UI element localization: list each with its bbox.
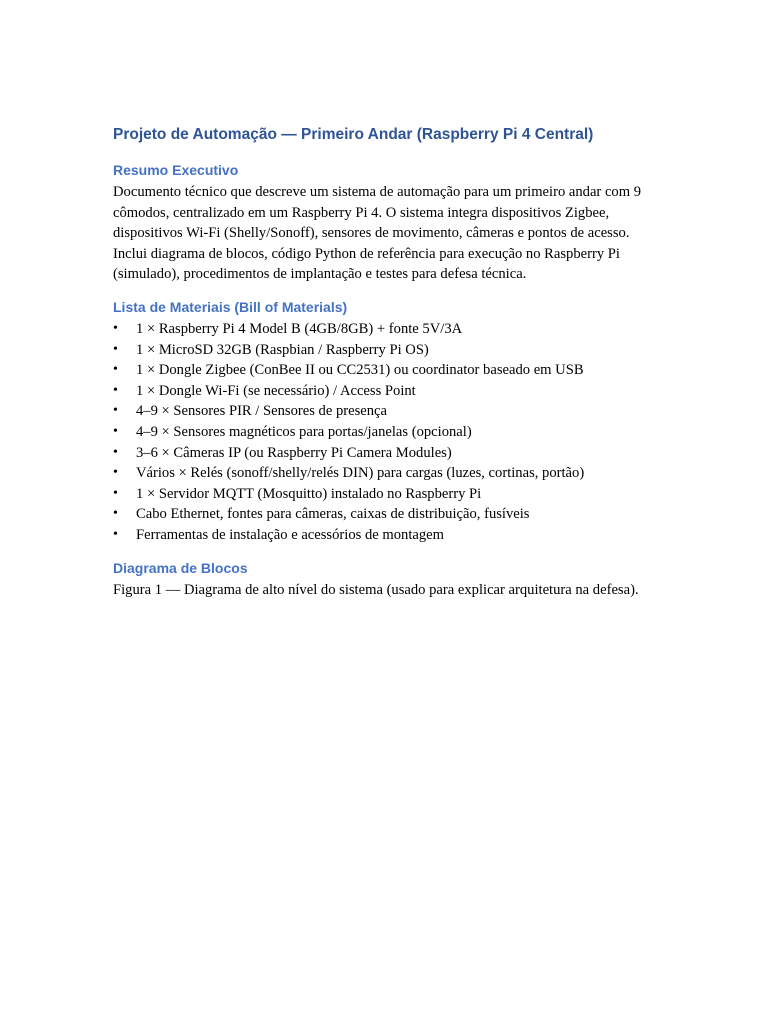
list-item-text: 1 × MicroSD 32GB (Raspbian / Raspberry Pi OS) (136, 341, 429, 358)
document-title: Projeto de Automação — Primeiro Andar (Raspberry Pi 4 Central) (113, 126, 594, 143)
diagram-caption: Figura 1 — Diagrama de alto nível do sistema (usado para explicar arquitetura na defesa). (113, 581, 639, 598)
bullet-icon: • (113, 485, 118, 501)
list-item-text: Ferramentas de instalação e acessórios de montagem (136, 526, 444, 543)
list-item-text: 4–9 × Sensores magnéticos para portas/janelas (opcional) (136, 423, 472, 440)
list-item-text: 1 × Dongle Wi-Fi (se necessário) / Access Point (136, 382, 416, 399)
bullet-icon: • (113, 506, 118, 522)
list-item (113, 463, 653, 484)
document-page (113, 124, 653, 612)
diagram-heading: Diagrama de Blocos (113, 559, 248, 576)
list-item (113, 340, 653, 361)
bullet-icon: • (113, 526, 118, 542)
bullet-icon: • (113, 403, 118, 419)
list-item-text: 4–9 × Sensores PIR / Sensores de presença (136, 403, 388, 420)
bullet-icon: • (113, 444, 118, 460)
list-item-text: Cabo Ethernet, fontes para câmeras, caixas de distribuição, fusíveis (136, 506, 530, 523)
list-item (113, 504, 653, 525)
summary-section (113, 160, 653, 285)
list-item (113, 360, 653, 381)
bullet-icon: • (113, 320, 118, 336)
bullet-icon: • (113, 465, 118, 481)
list-item (113, 319, 653, 340)
list-item-text: 1 × Servidor MQTT (Mosquitto) instalado no Raspberry Pi (136, 485, 482, 502)
list-item (113, 401, 653, 422)
bullet-icon: • (113, 341, 118, 357)
list-item-text: Vários × Relés (sonoff/shelly/relés DIN) para cargas (luzes, cortinas, portão) (136, 465, 585, 482)
diagram-section (113, 558, 653, 601)
bom-heading: Lista de Materiais (Bill of Materials) (113, 298, 348, 315)
list-item (113, 484, 653, 505)
list-item-text: 1 × Dongle Zigbee (ConBee II ou CC2531) ou coordinator baseado em USB (136, 362, 584, 379)
list-item-text: 3–6 × Câmeras IP (ou Raspberry Pi Camera Modules) (136, 444, 452, 461)
summary-text: Documento técnico que descreve um sistema de automação para um primeiro andar com 9 cômodos, centralizado em um Raspberry Pi 4. O sistema integra dispositivos Zigbee, dispositivos Wi-Fi (Shelly/Sonoff), sensores de movimento, câmeras e pontos de acesso. Inclui diagrama de blocos, código Python de referência para execução no Raspberry Pi (simulado), procedimentos de implantação e testes para defesa técnica. (113, 184, 642, 283)
list-item-text: 1 × Raspberry Pi 4 Model B (4GB/8GB) + fonte 5V/3A (136, 320, 463, 337)
list-item (113, 443, 653, 464)
bom-list (113, 319, 653, 546)
summary-heading: Resumo Executivo (113, 162, 239, 178)
list-item (113, 525, 653, 546)
bullet-icon: • (113, 362, 118, 378)
bullet-icon: • (113, 382, 118, 398)
list-item (113, 381, 653, 402)
list-item (113, 422, 653, 443)
bom-section (113, 297, 653, 546)
bullet-icon: • (113, 423, 118, 439)
